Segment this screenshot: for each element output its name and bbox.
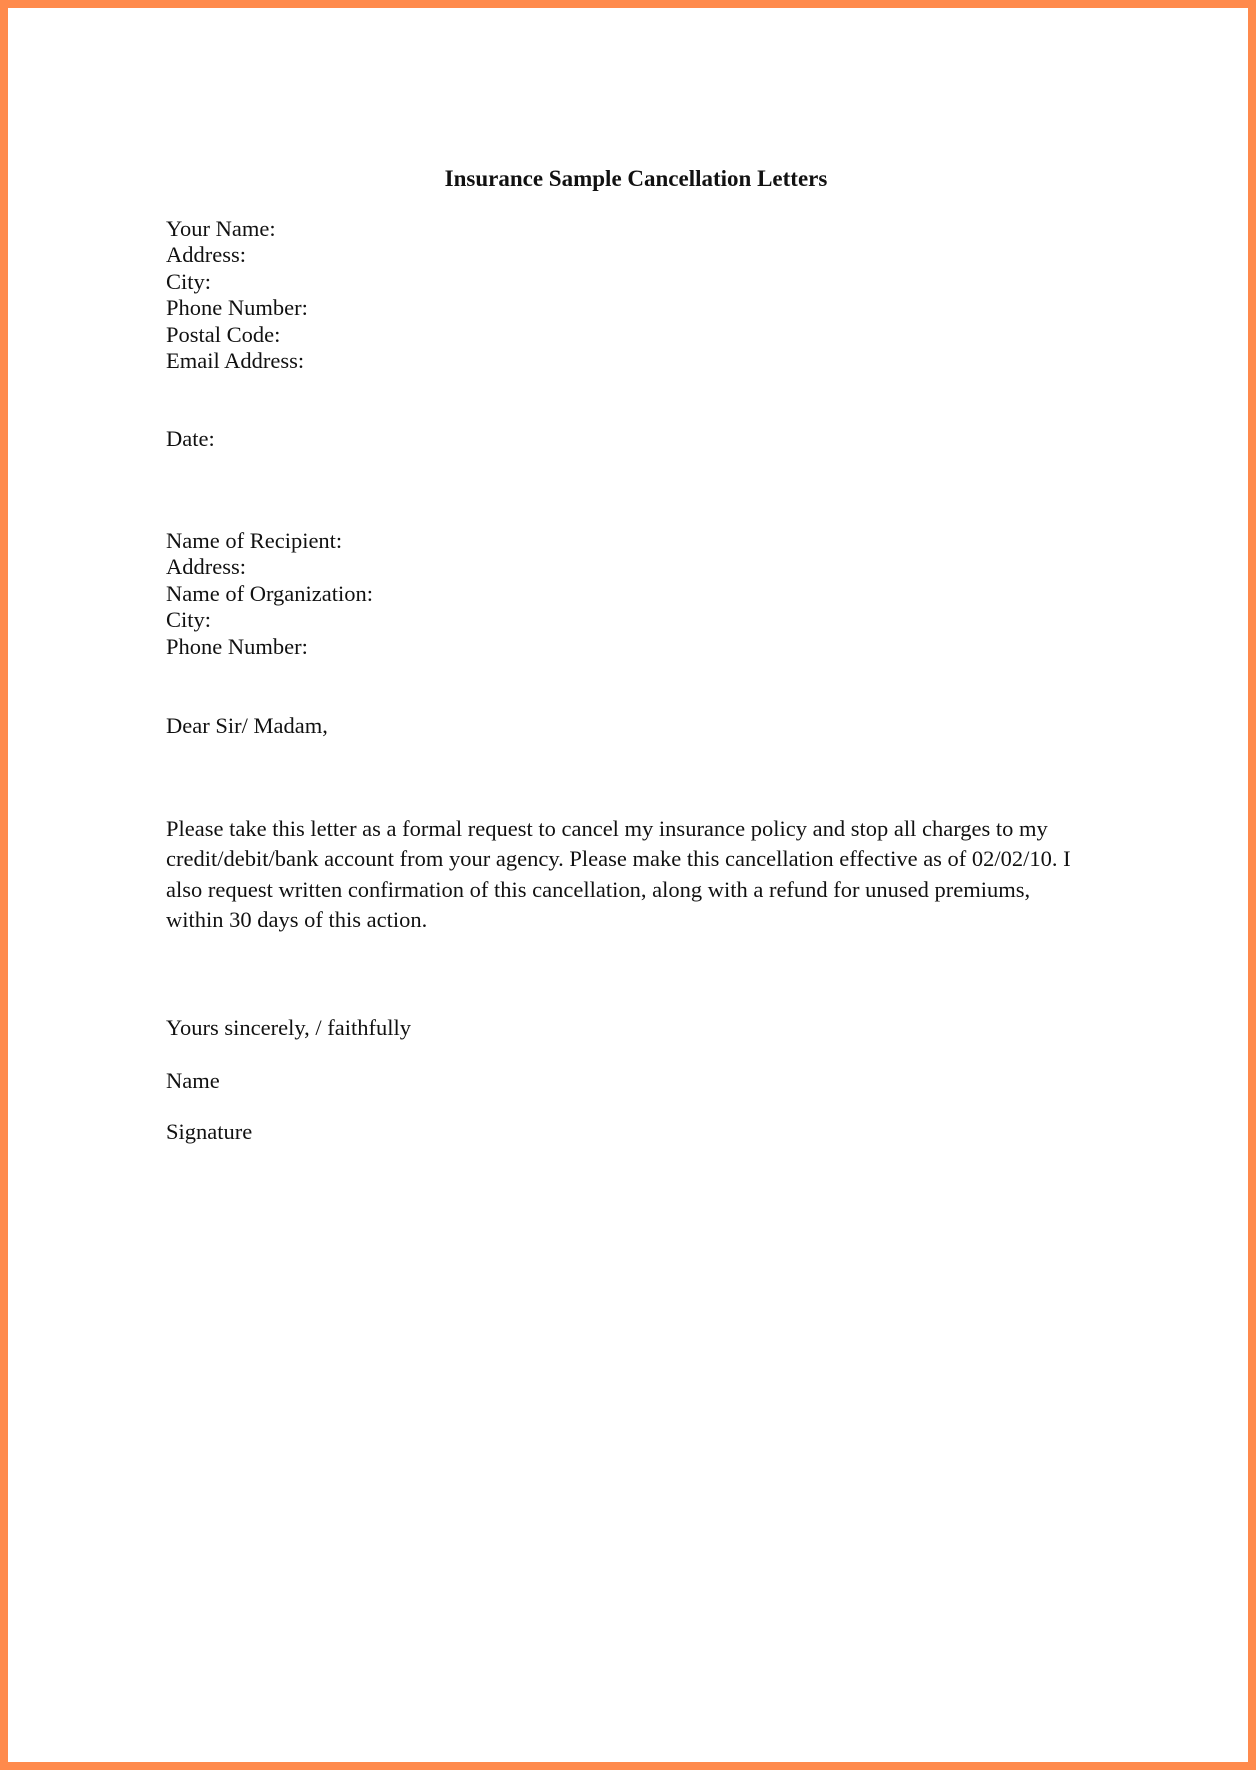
body-line: Please take this letter as a formal request to cancel my insurance policy and stop all charges to my <box>166 816 1048 841</box>
signature-label: Signature <box>166 1119 253 1144</box>
salutation <box>166 713 328 739</box>
sender-field-address: Address: <box>166 242 246 268</box>
date-section <box>166 426 215 452</box>
body-line: within 30 days of this action. <box>166 907 428 933</box>
recipient-field-address: Address: <box>166 554 246 580</box>
recipient-field-city: City: <box>166 607 212 633</box>
letter-body <box>166 814 1106 936</box>
recipient-details <box>166 528 373 660</box>
body-line: also request written confirmation of this cancellation, along with a refund for unused premiums, <box>166 876 1031 902</box>
recipient-field-phone: Phone Number: <box>166 633 308 659</box>
closing <box>166 1015 411 1041</box>
name-label: Name <box>166 1068 220 1093</box>
name-section <box>166 1068 220 1094</box>
sender-field-phone: Phone Number: <box>166 295 308 321</box>
signature-section <box>166 1119 252 1145</box>
date-label: Date: <box>166 426 215 451</box>
recipient-field-organization: Name of Organization: <box>166 580 374 606</box>
sender-field-email: Email Address: <box>166 348 305 374</box>
sender-field-name: Your Name: <box>166 216 276 241</box>
closing-text: Yours sincerely, / faithfully <box>166 1015 411 1040</box>
sender-field-postal-code: Postal Code: <box>166 321 281 347</box>
salutation-text: Dear Sir/ Madam, <box>166 713 328 738</box>
sender-field-city: City: <box>166 268 212 294</box>
page-title: Insurance Sample Cancellation Letters <box>444 166 828 191</box>
body-line: credit/debit/bank account from your agency. Please make this cancellation effective as of 02/02/10. I <box>166 846 1071 872</box>
sender-details <box>166 216 308 374</box>
recipient-field-name: Name of Recipient: <box>166 528 343 553</box>
